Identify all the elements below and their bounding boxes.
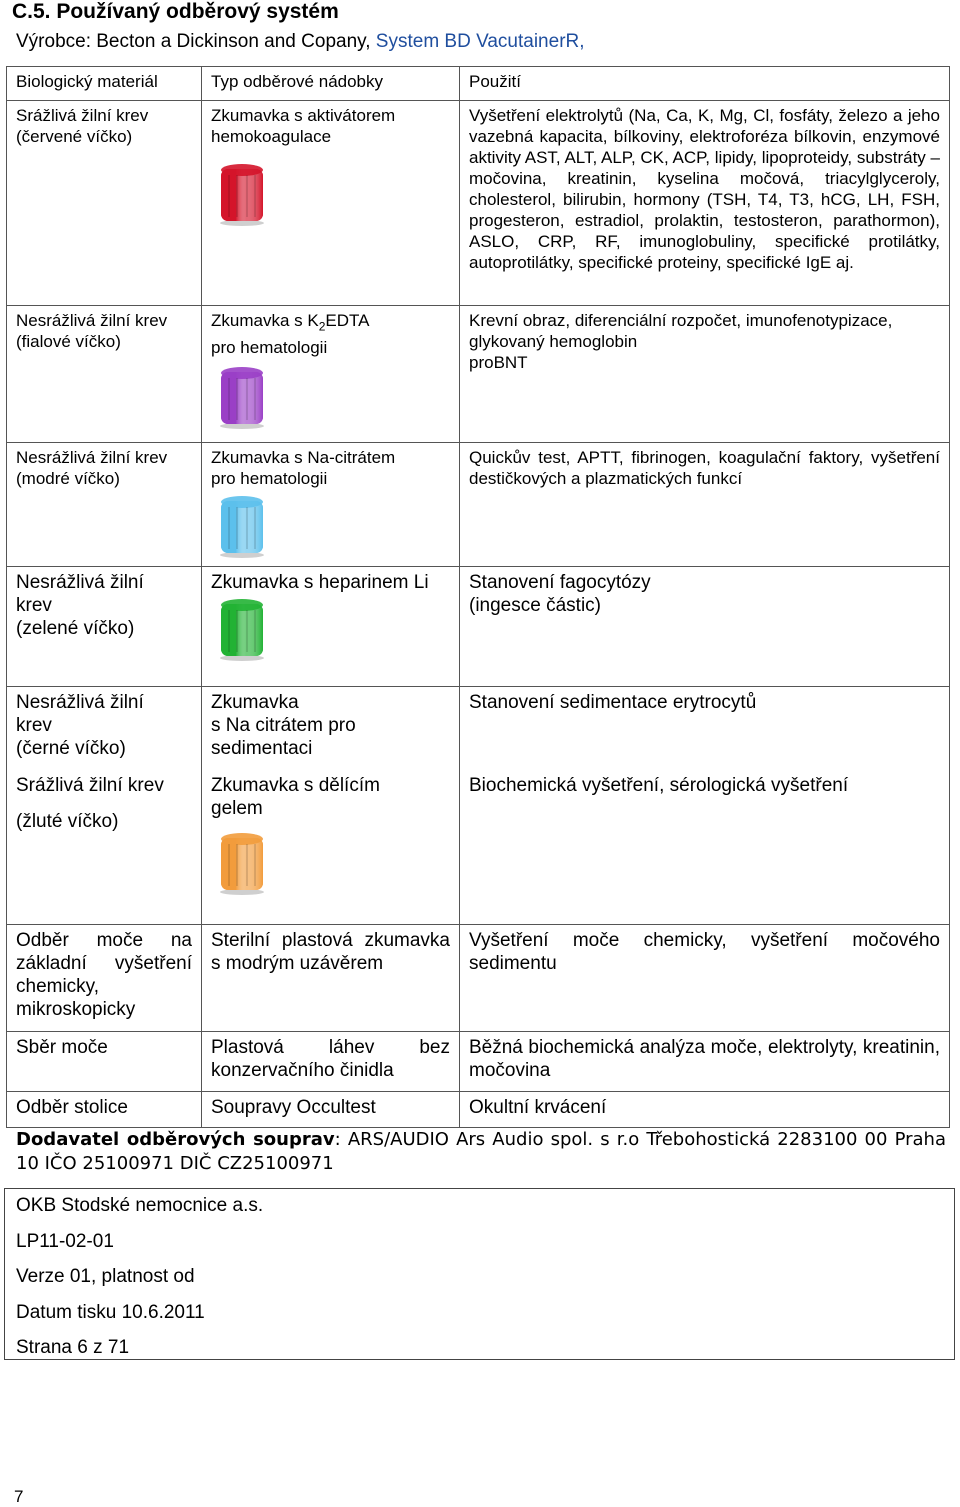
material-cell: Odběr moče na základní vyšetření chemicky, mikroskopicky: [7, 925, 202, 1032]
yellow-cap-icon: [215, 830, 450, 896]
container-cell: Plastová láhev bez konzervačního činidla: [202, 1032, 460, 1092]
manufacturer-line: [16, 30, 585, 54]
manufacturer-brand: System BD VacutainerR,: [375, 31, 585, 52]
usage-cell: Vyšetření moče chemicky, vyšetření močového sedimentu: [460, 925, 950, 1032]
section-heading: C.5. Používaný odběrový systém: [12, 0, 339, 23]
material-line: Nesrážlivá žilní: [16, 692, 144, 713]
usage-cell: Okultní krvácení: [460, 1092, 950, 1128]
table-row: [7, 306, 950, 443]
container-cell: [202, 443, 460, 567]
container-cell: Sterilní plastová zkumavka s modrým uzávěrem: [202, 925, 460, 1032]
usage-line: Biochemická vyšetření, sérologická vyšetření: [469, 774, 849, 796]
material-line: (modré víčko): [16, 469, 120, 488]
container-line: [211, 310, 450, 337]
usage-cell: [460, 567, 950, 687]
container-line: sedimentaci: [211, 738, 313, 759]
table-row: [7, 687, 950, 770]
material-line: (fialové víčko): [16, 332, 121, 351]
supplier-label: Dodavatel odběrových souprav: [16, 1129, 335, 1150]
material-cell: [7, 770, 202, 925]
material-line: Nesrážlivá žilní krev: [16, 448, 168, 467]
collection-system-table: [6, 66, 950, 1128]
container-cell: [202, 306, 460, 443]
material-cell: Odběr stolice: [7, 1092, 202, 1128]
info-version: Verze 01, platnost od: [16, 1266, 195, 1287]
header-container: Typ odběrové nádobky: [202, 67, 460, 101]
red-cap-icon: [215, 161, 450, 227]
material-cell: [7, 567, 202, 687]
container-line: Zkumavka s aktivátorem: [211, 106, 396, 125]
table-row: [7, 1092, 950, 1128]
container-line: Zkumavka s dělícím: [211, 774, 380, 796]
usage-cell: [460, 687, 950, 770]
usage-cell: Vyšetření elektrolytů (Na, Ca, K, Mg, Cl, fosfáty, železo a jeho vazebná kapacita, bílkoviny, elektroforéza bílkovin, enzymové aktivity AST, ALT, ALP, CK, ACP, lipidy, lipoproteidy, substráty – močovina, kreatinin, kyselina močová, triacylglyceroly, cholesterol, bilirubin, hormony (TSH, T4, T3, hCG, LH, FSH, progesteron, estradiol, prolaktin, testosteron, parathormon), ASLO, CRP, RF, imunoglobuliny, specifické protilátky, autoprotilátky, specifické proteiny, specifické IgE aj.: [460, 101, 950, 306]
green-cap-icon: [215, 596, 450, 662]
container-line: pro hematologii: [211, 338, 328, 358]
container-line: gelem: [211, 797, 263, 819]
page-number: 7: [14, 1487, 24, 1506]
header-usage: Použití: [460, 67, 950, 101]
usage-line: Stanovení sedimentace erytrocytů: [469, 692, 757, 713]
container-line: Zkumavka s heparinem Li: [211, 572, 429, 593]
container-line: hemokoagulace: [211, 127, 332, 146]
header-material: Biologický materiál: [7, 67, 202, 101]
material-cell: [7, 443, 202, 567]
material-line: (černé víčko): [16, 738, 126, 759]
material-line: (červené víčko): [16, 127, 133, 146]
container-cell: [202, 567, 460, 687]
container-cell: Soupravy Occultest: [202, 1092, 460, 1128]
usage-cell: [460, 306, 950, 443]
material-line: Srážlivá žilní krev: [16, 106, 149, 125]
material-line: (žluté víčko): [16, 810, 119, 832]
container-line: pro hematologii: [211, 469, 328, 488]
table-row: [7, 770, 950, 925]
usage-line: Krevní obraz, diferenciální rozpočet, imunofenotypizace,: [469, 311, 893, 330]
usage-cell: Quickův test, APTT, fibrinogen, koagulační faktory, vyšetření destičkových a plazmatických funkcí: [460, 443, 950, 567]
material-line: Nesrážlivá žilní krev: [16, 311, 168, 330]
table-row: [7, 101, 950, 306]
usage-cell: Běžná biochemická analýza moče, elektrolyty, kreatinin, močovina: [460, 1032, 950, 1092]
container-text: EDTA: [325, 311, 370, 330]
material-line: krev: [16, 715, 52, 736]
material-cell: [7, 306, 202, 443]
container-line: Zkumavka s Na-citrátem: [211, 448, 396, 467]
info-page: Strana 6 z 71: [16, 1337, 130, 1358]
table-row: [7, 443, 950, 567]
material-line: (zelené víčko): [16, 618, 135, 639]
supplier-text: : ARS/AUDIO Ars Audio spol. s r.o Třebohostická 2283100 00 Praha 10 IČO 25100971 DIČ CZ25100971: [16, 1129, 946, 1174]
usage-line: proBNT: [469, 353, 528, 372]
material-cell: [7, 687, 202, 770]
usage-line: Stanovení fagocytózy: [469, 572, 651, 593]
usage-line: glykovaný hemoglobin: [469, 332, 638, 351]
document-info-box: [4, 1188, 955, 1360]
blue-cap-icon: [215, 493, 450, 559]
subscript-2: 2: [318, 319, 326, 334]
table-row: [7, 925, 950, 1032]
container-text: Zkumavka s K: [211, 311, 319, 330]
container-cell: [202, 687, 460, 770]
table-header-row: [7, 67, 950, 101]
container-line: Zkumavka: [211, 692, 299, 713]
info-print-date: Datum tisku 10.6.2011: [16, 1301, 205, 1323]
usage-cell: [460, 770, 950, 925]
usage-line: (ingesce částic): [469, 595, 601, 616]
container-cell: [202, 770, 460, 925]
purple-cap-icon: [215, 364, 450, 430]
manufacturer-prefix: Výrobce: Becton a Dickinson and Copany,: [16, 31, 376, 52]
material-cell: [7, 101, 202, 306]
container-line: s Na citrátem pro: [211, 715, 356, 736]
container-cell: [202, 101, 460, 306]
table-row: [7, 1032, 950, 1092]
material-line: Srážlivá žilní krev: [16, 774, 164, 796]
table-row: [7, 567, 950, 687]
material-line: krev: [16, 595, 52, 616]
info-organization: OKB Stodské nemocnice a.s.: [16, 1195, 264, 1216]
material-line: Nesrážlivá žilní: [16, 572, 144, 593]
supplier-paragraph: [16, 1128, 946, 1176]
info-document-code: LP11-02-01: [16, 1230, 114, 1252]
material-cell: Sběr moče: [7, 1032, 202, 1092]
